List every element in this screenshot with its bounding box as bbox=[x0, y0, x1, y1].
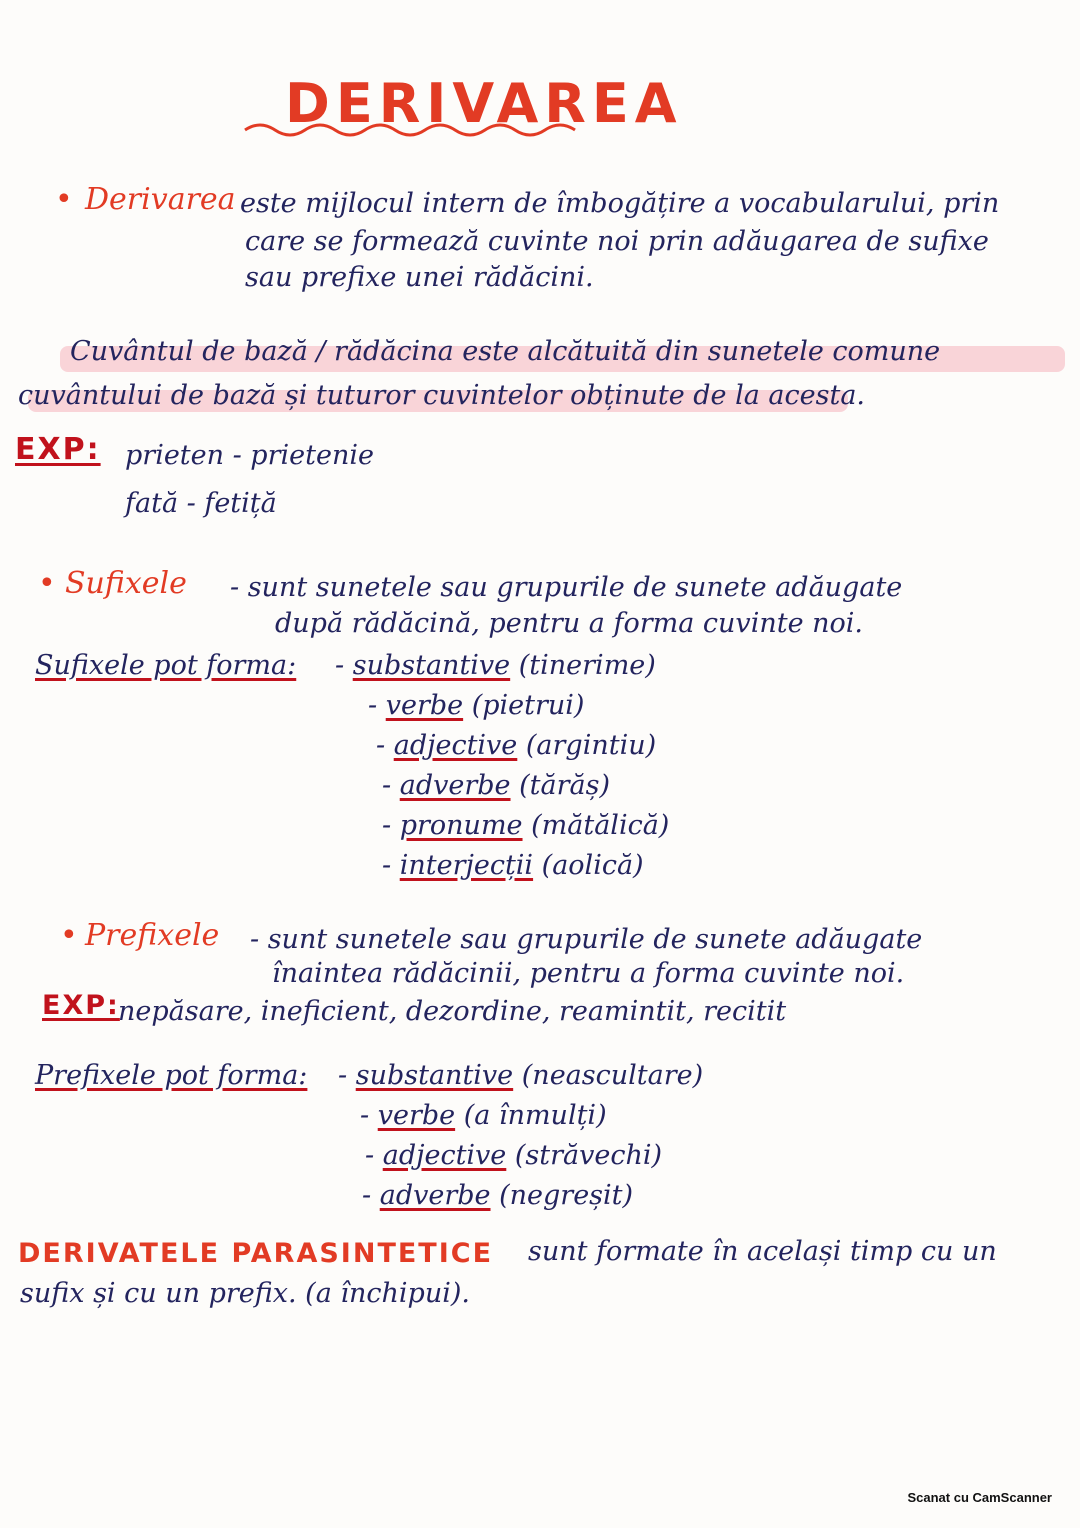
def-line-2: care se formează cuvinte noi prin adăugarea de sufixe bbox=[245, 226, 989, 257]
def-line-3: sau prefixe unei rădăcini. bbox=[245, 262, 594, 293]
prefixe-item: - substantive (neascultare) bbox=[338, 1060, 704, 1091]
sufixe-item: - adverbe (tărăș) bbox=[382, 770, 610, 801]
term-derivarea: Derivarea bbox=[85, 182, 236, 217]
bullet-sufixe: • bbox=[38, 566, 56, 601]
sufixe-item-example: (tinerime) bbox=[518, 650, 656, 681]
prefixe-item-example: (străvechi) bbox=[514, 1140, 663, 1171]
sufixe-item-example: (mătălică) bbox=[531, 810, 670, 841]
prefixe-item-example: (neascultare) bbox=[521, 1060, 704, 1091]
prefixe-lead: Prefixele pot forma: bbox=[35, 1060, 308, 1091]
prefixe-item-word: adverbe bbox=[379, 1180, 491, 1211]
prefixe-item-word: adjective bbox=[382, 1140, 507, 1171]
prefixe-line-1: - sunt sunetele sau grupurile de sunete adăugate bbox=[250, 924, 923, 955]
sufixe-item: - adjective (argintiu) bbox=[376, 730, 657, 761]
prefixe-item: - adverbe (negreșit) bbox=[362, 1180, 634, 1211]
sufixe-item-word: verbe bbox=[385, 690, 464, 721]
sufixe-item-word: adjective bbox=[393, 730, 518, 761]
sufixe-item-word: interjecții bbox=[399, 850, 534, 881]
def-line-1: este mijlocul intern de îmbogățire a vocabularului, prin bbox=[240, 188, 1000, 219]
prefixe-item: - verbe (a înmulți) bbox=[360, 1100, 607, 1131]
prefixe-item: - adjective (străvechi) bbox=[365, 1140, 663, 1171]
bullet-prefixe: • bbox=[60, 918, 78, 953]
sufixe-item: - substantive (tinerime) bbox=[335, 650, 656, 681]
exp-label-2: EXP: bbox=[42, 990, 120, 1021]
sufixe-item-word: adverbe bbox=[399, 770, 511, 801]
sufixe-item: - pronume (mătălică) bbox=[382, 810, 670, 841]
term-sufixe: Sufixele bbox=[65, 566, 187, 601]
parasintetice-line-2: sufix și cu un prefix. (a închipui). bbox=[20, 1278, 470, 1309]
sufixe-item-word: substantive bbox=[352, 650, 511, 681]
sufixe-item-word: pronume bbox=[399, 810, 523, 841]
root-line-1: Cuvântul de bază / rădăcina este alcătuită din sunetele comune bbox=[70, 336, 941, 367]
prefixe-item-word: substantive bbox=[355, 1060, 514, 1091]
parasintetice-heading: DERIVATELE PARASINTETICE bbox=[18, 1238, 494, 1269]
parasintetice-line-1: sunt formate în același timp cu un bbox=[528, 1236, 997, 1267]
sufixe-lead: Sufixele pot forma: bbox=[35, 650, 297, 681]
sufixe-item-example: (pietrui) bbox=[471, 690, 585, 721]
prefixe-item-example: (a înmulți) bbox=[463, 1100, 607, 1131]
term-prefixe: Prefixele bbox=[85, 918, 220, 953]
prefixe-item-example: (negreșit) bbox=[499, 1180, 634, 1211]
sufixe-item: - interjecții (aolică) bbox=[382, 850, 644, 881]
sufixe-item: - verbe (pietrui) bbox=[368, 690, 585, 721]
sufixe-item-example: (aolică) bbox=[541, 850, 644, 881]
sufixe-item-example: (tărăș) bbox=[519, 770, 610, 801]
sufixe-line-2: după rădăcină, pentru a forma cuvinte noi. bbox=[275, 608, 863, 639]
prefixe-line-2: înaintea rădăcinii, pentru a forma cuvinte noi. bbox=[272, 958, 905, 989]
exp1-row-2: fată - fetiță bbox=[125, 488, 277, 519]
exp-label-1: EXP: bbox=[15, 432, 101, 467]
exp1-row-1: prieten - prietenie bbox=[125, 440, 374, 471]
bullet-derivarea: • bbox=[55, 182, 73, 217]
prefixe-item-word: verbe bbox=[377, 1100, 456, 1131]
sufixe-line-1: - sunt sunetele sau grupurile de sunete adăugate bbox=[230, 572, 903, 603]
sufixe-item-example: (argintiu) bbox=[525, 730, 657, 761]
prefixe-examples: nepăsare, ineficient, dezordine, reamintit, recitit bbox=[118, 996, 787, 1027]
title-underline-squiggle bbox=[240, 118, 590, 142]
scanner-watermark: Scanat cu CamScanner bbox=[907, 1490, 1052, 1505]
root-line-2: cuvântului de bază și tuturor cuvintelor obținute de la acesta. bbox=[18, 380, 866, 411]
page-title: DERIVAREA bbox=[285, 72, 683, 135]
